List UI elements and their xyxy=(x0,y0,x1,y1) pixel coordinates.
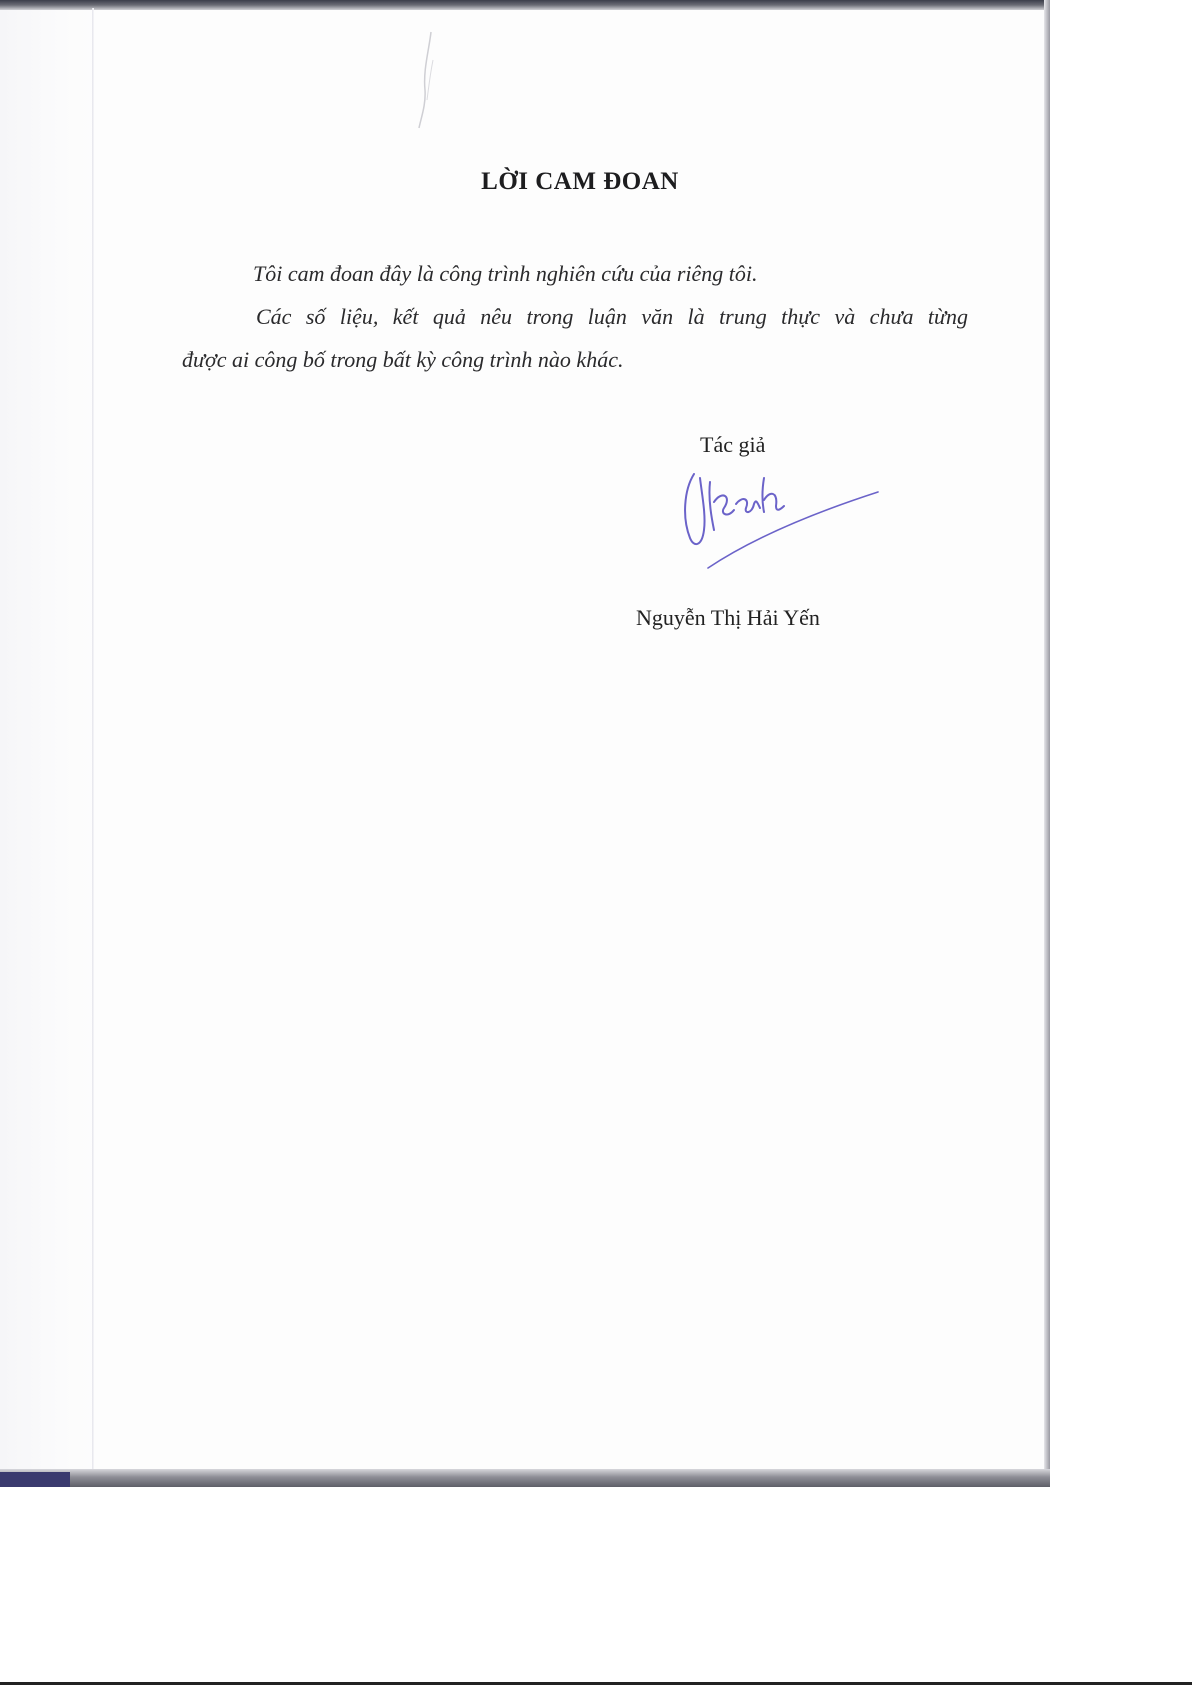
declaration-line-3: được ai công bố trong bất kỳ công trình nào khác. xyxy=(182,347,624,372)
scan-smudge xyxy=(415,30,439,130)
signer-name: Nguyễn Thị Hải Yến xyxy=(636,605,820,630)
scan-corner-mark xyxy=(0,1472,70,1487)
scan-top-edge xyxy=(0,0,1050,10)
page-spine xyxy=(92,8,94,1476)
declaration-line-2: Các số liệu, kết quả nêu trong luận văn là trung thực và chưa từng xyxy=(256,304,968,329)
signer-role: Tác giả xyxy=(700,432,766,457)
scan-bottom-edge xyxy=(0,1469,1050,1487)
scan-right-edge xyxy=(1044,0,1050,1487)
declaration-line-1: Tôi cam đoan đây là công trình nghiên cứu của riêng tôi. xyxy=(253,261,758,286)
page-title: LỜI CAM ĐOAN xyxy=(481,168,679,195)
signature-mark xyxy=(680,460,880,580)
